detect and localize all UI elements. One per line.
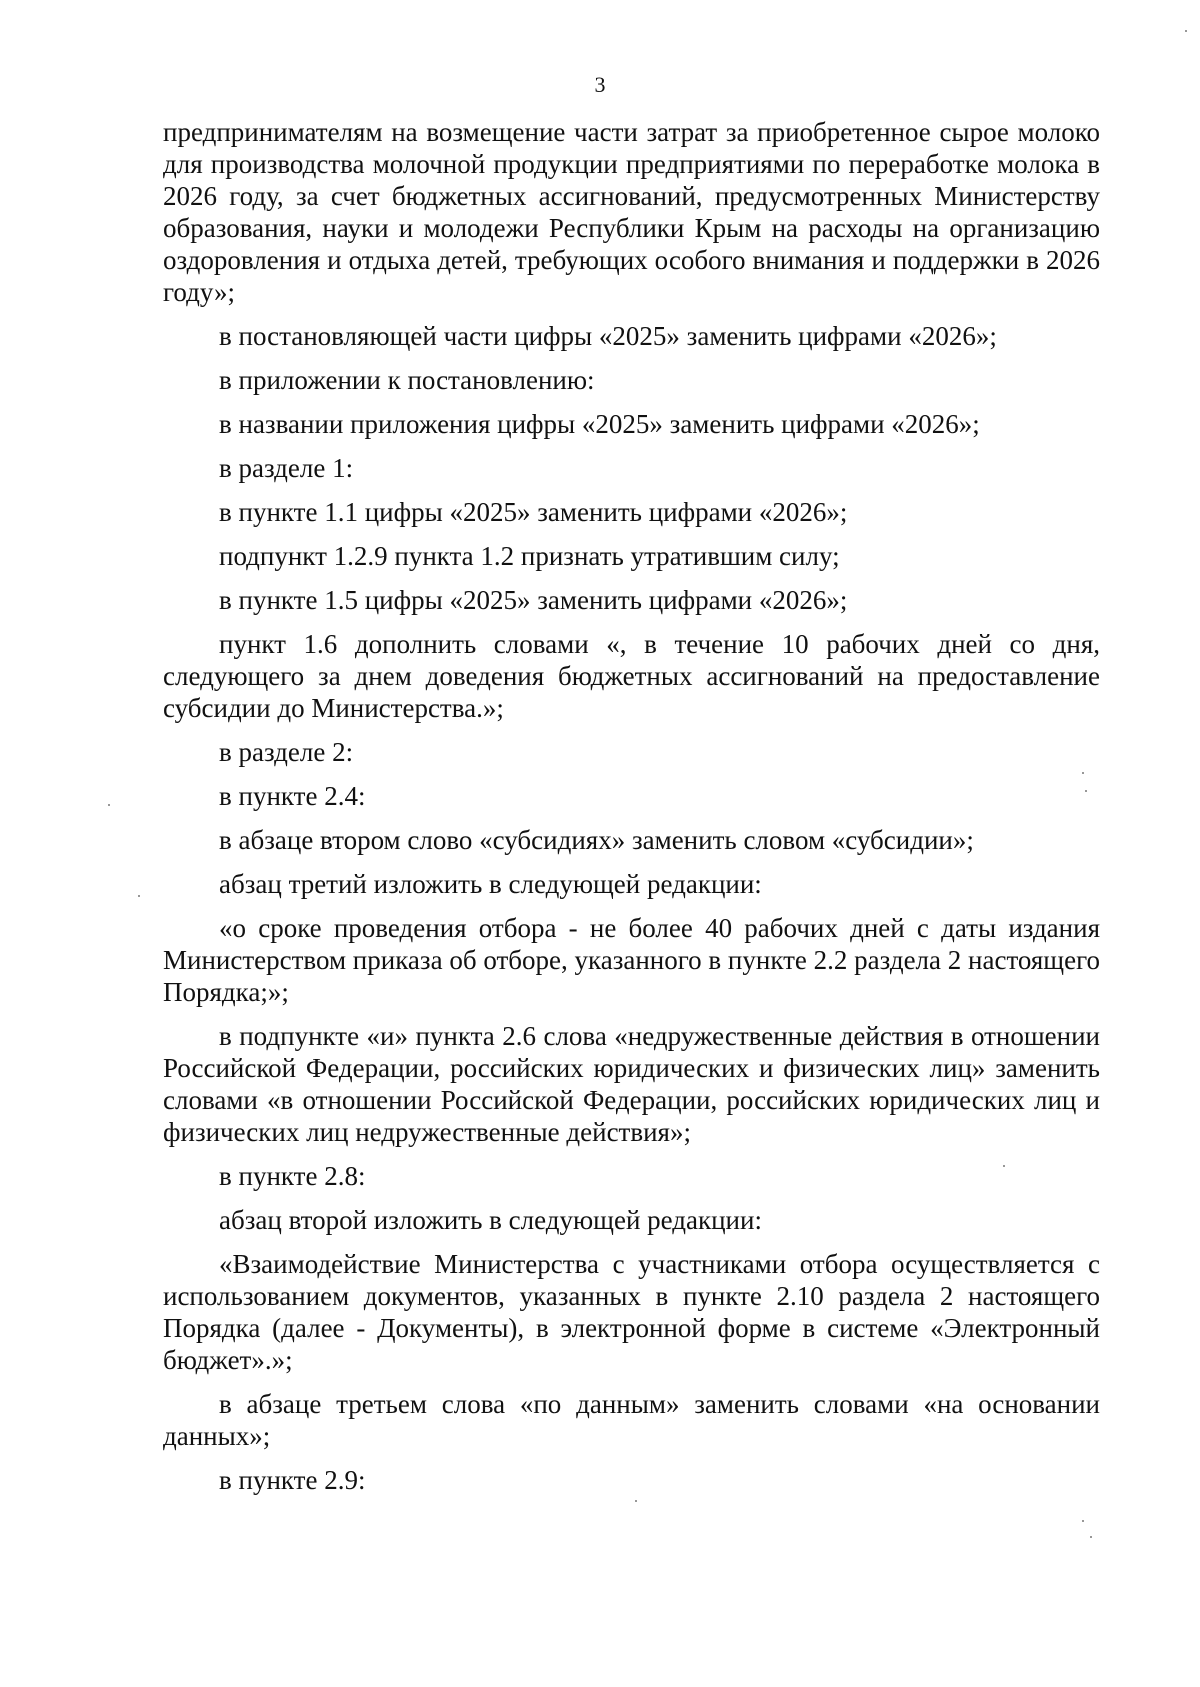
paragraph: «о сроке проведения отбора - не более 40 рабочих дней с даты издания Министерством приказа об отборе, указанного в пункте 2.2 раздела 2 настоящего Порядка;»; [163, 913, 1100, 1007]
scan-speck [138, 895, 140, 897]
scan-speck [1085, 790, 1087, 792]
scan-speck [1082, 772, 1084, 774]
document-body [163, 116, 1100, 1508]
paragraph: в абзаце третьем слова «по данным» заменить словами «на основании данных»; [163, 1389, 1100, 1451]
paragraph: в постановляющей части цифры «2025» заменить цифрами «2026»; [219, 321, 997, 351]
paragraph: в пункте 2.4: [219, 781, 366, 811]
paragraph: в приложении к постановлению: [219, 365, 595, 395]
paragraph: в пункте 2.9: [219, 1465, 366, 1495]
paragraph: подпункт 1.2.9 пункта 1.2 признать утратившим силу; [219, 541, 840, 571]
paragraph: в пункте 1.1 цифры «2025» заменить цифрами «2026»; [219, 497, 848, 527]
paragraph: «Взаимодействие Министерства с участниками отбора осуществляется с использованием документов, указанных в пункте 2.10 раздела 2 настоящего Порядка (далее - Документы), в электронной форме в системе «Электронный бюджет».»; [163, 1249, 1100, 1375]
scan-speck [1185, 30, 1187, 32]
scan-speck [635, 1500, 637, 1502]
paragraph: в разделе 2: [219, 737, 354, 767]
paragraph: в абзаце втором слово «субсидиях» заменить словом «субсидии»; [219, 825, 974, 855]
page-number: 3 [594, 72, 606, 97]
paragraph: пункт 1.6 дополнить словами «, в течение 10 рабочих дней со дня, следующего за днем доведения бюджетных ассигнований на предоставление субсидии до Министерства.»; [163, 629, 1100, 723]
scan-speck [1082, 1520, 1084, 1522]
scan-speck [108, 804, 110, 806]
paragraph: в пункте 2.8: [219, 1161, 366, 1191]
paragraph: в пункте 1.5 цифры «2025» заменить цифрами «2026»; [219, 585, 848, 615]
scan-speck [1090, 1536, 1092, 1538]
paragraph-intro-continuation: предпринимателям на возмещение части затрат за приобретенное сырое молоко для производства молочной продукции предприятиями по переработке молока в 2026 году, за счет бюджетных ассигнований, предусмотренных Министерству образования, науки и молодежи Республики Крым на расходы на организацию оздоровления и отдыха детей, требующих особого внимания и поддержки в 2026 году»; [163, 117, 1100, 307]
scan-speck [1003, 1165, 1005, 1167]
paragraph: в подпункте «и» пункта 2.6 слова «недружественные действия в отношении Российской Федерации, российских юридических и физических лиц» заменить словами «в отношении Российской Федерации, российских юридических лиц и физических лиц недружественные действия»; [163, 1021, 1100, 1147]
paragraph: абзац третий изложить в следующей редакции: [219, 869, 762, 899]
paragraph: в разделе 1: [219, 453, 354, 483]
paragraph: абзац второй изложить в следующей редакции: [219, 1205, 762, 1235]
paragraph: в названии приложения цифры «2025» заменить цифрами «2026»; [219, 409, 980, 439]
